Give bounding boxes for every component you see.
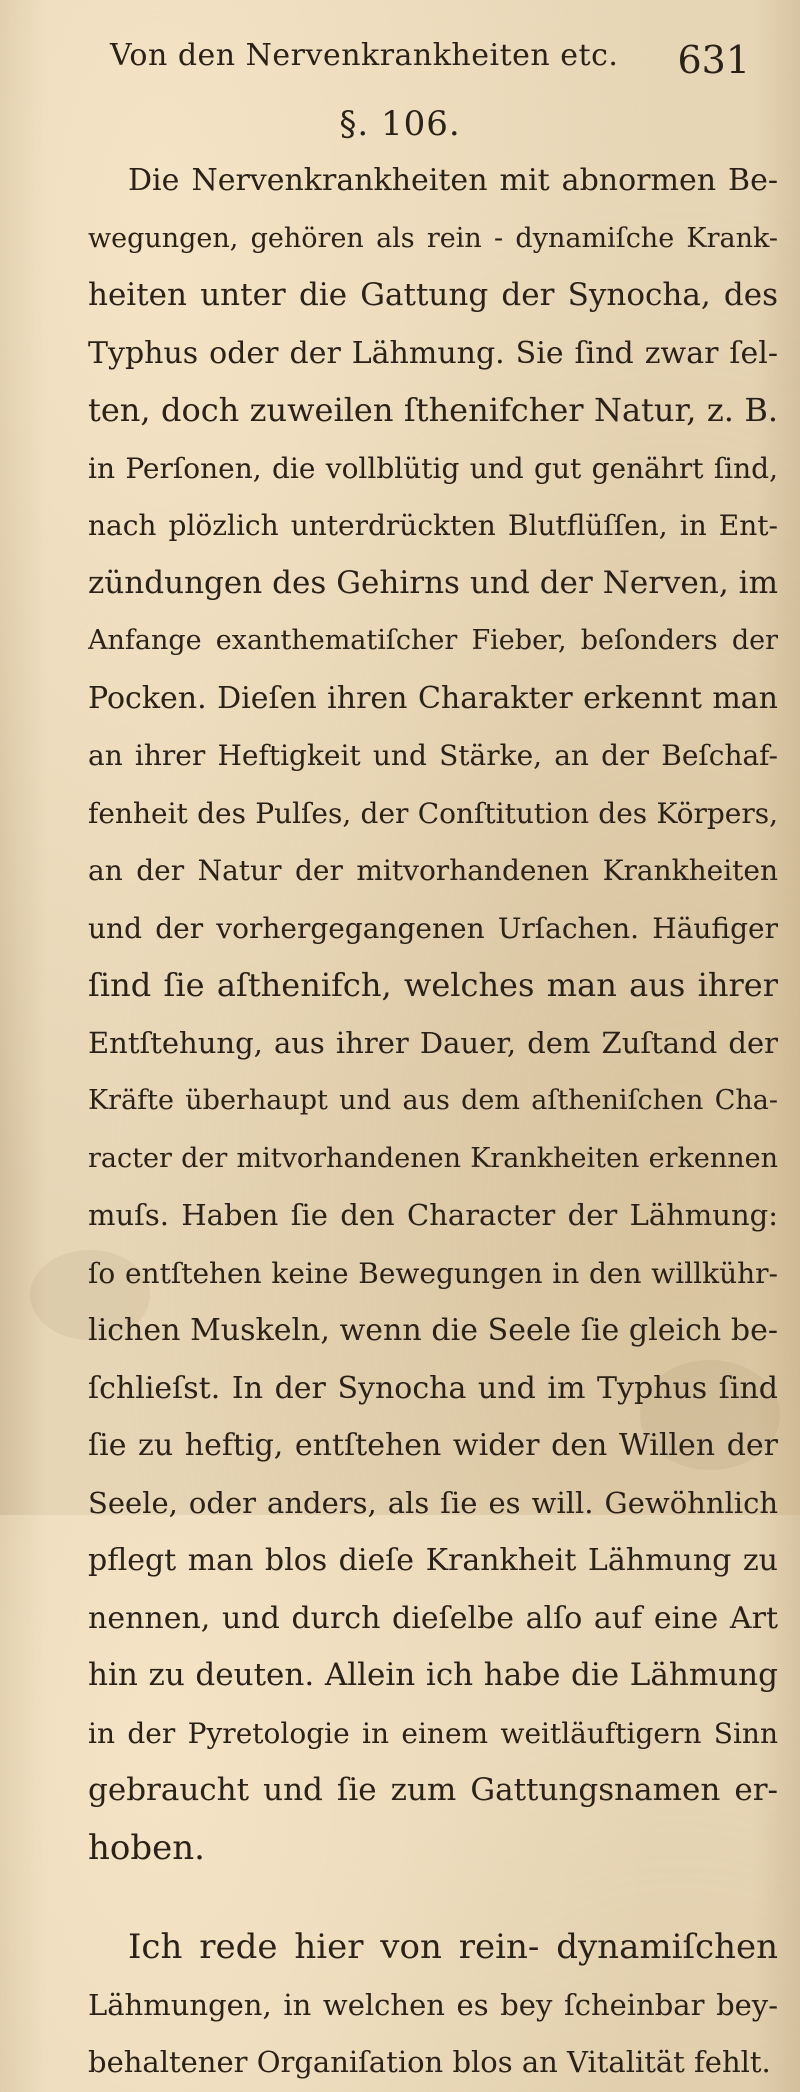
text-line: in Perſonen, die vollblütig und gut genährt ſind,	[88, 451, 778, 485]
paragraph	[88, 1919, 778, 2092]
text-line: Typhus oder der Lähmung. Sie ſind zwar ſel-	[88, 335, 778, 371]
text-line: muſs. Haben ſie den Character der Lähmung:	[88, 1198, 778, 1232]
text-line: und der vorhergegangenen Urſachen. Häufiger	[88, 911, 778, 945]
text-line: Kräfte überhaupt und aus dem aſtheniſchen Cha-	[88, 1085, 778, 1116]
text-line: hoben.	[88, 1827, 205, 1868]
text-line: an der Natur der mitvorhandenen Krankheiten	[88, 854, 778, 887]
paragraph	[88, 152, 778, 1877]
page-header	[110, 38, 750, 98]
text-line: an ihrer Heftigkeit und Stärke, an der Beſchaf-	[88, 739, 778, 772]
text-line: ſchlieſst. In der Synocha und im Typhus ſind	[88, 1370, 778, 1406]
text-line: gebraucht und ſie zum Gattungsnamen er-	[88, 1772, 778, 1808]
text-line: nach plözlich unterdrückten Blutflüſſen, in Ent-	[88, 509, 778, 542]
text-line: heiten unter die Gattung der Synocha, des	[88, 277, 778, 313]
text-line: ten, doch zuweilen ſthenifcher Natur, z. B.	[88, 391, 778, 429]
text-line: Pocken. Dieſen ihren Charakter erkennt man	[88, 680, 778, 716]
paragraph-gap	[88, 1877, 778, 1919]
text-line: racter der mitvorhandenen Krankheiten erkennen	[88, 1142, 778, 1174]
text-line: nennen, und durch dieſelbe alſo auf eine Art	[88, 1600, 778, 1636]
text-line: wegungen, gehören als rein - dynamiſche Krank-	[88, 222, 778, 254]
page-number: 631	[677, 38, 750, 82]
text-line: Ich rede hier von rein- dynamiſchen	[128, 1927, 778, 1967]
section-number: §. 106.	[339, 104, 461, 144]
text-line: in der Pyretologie in einem weitläuftigern Sinn	[88, 1716, 778, 1750]
text-line: ſind ſie aſthenifch, welches man aus ihrer	[88, 966, 778, 1004]
body-text	[88, 152, 778, 2092]
text-line: Lähmungen, in welchen es bey ſcheinbar bey-	[88, 1987, 778, 2022]
text-line: Entſtehung, aus ihrer Dauer, dem Zuſtand der	[88, 1025, 778, 1060]
text-line: Die Nervenkrankheiten mit abnormen Be-	[128, 163, 778, 198]
text-line: lichen Muskeln, wenn die Seele ſie gleich be-	[88, 1313, 778, 1348]
text-line: fenheit des Pulſes, der Conſtitution des Körpers,	[88, 796, 778, 830]
text-line: zündungen des Gehirns und der Nerven, im	[88, 564, 778, 601]
text-line: hin zu deuten. Allein ich habe die Lähmung	[88, 1657, 778, 1693]
text-line: ſie zu heftig, entſtehen wider den Willen der	[88, 1428, 778, 1463]
text-line: behaltener Organiſation blos an Vitalität fehlt.	[88, 2045, 771, 2079]
text-line: pflegt man blos dieſe Krankheit Lähmung zu	[88, 1543, 778, 1578]
text-line: Anfange exanthematiſcher Fieber, beſonders der	[88, 625, 778, 656]
text-line: Seele, oder anders, als ſie es will. Gewöhnlich	[88, 1485, 778, 1520]
running-head: Von den Nervenkrankheiten etc.	[110, 38, 619, 73]
text-line: ſo entſtehen keine Bewegungen in den willkühr-	[88, 1256, 778, 1290]
